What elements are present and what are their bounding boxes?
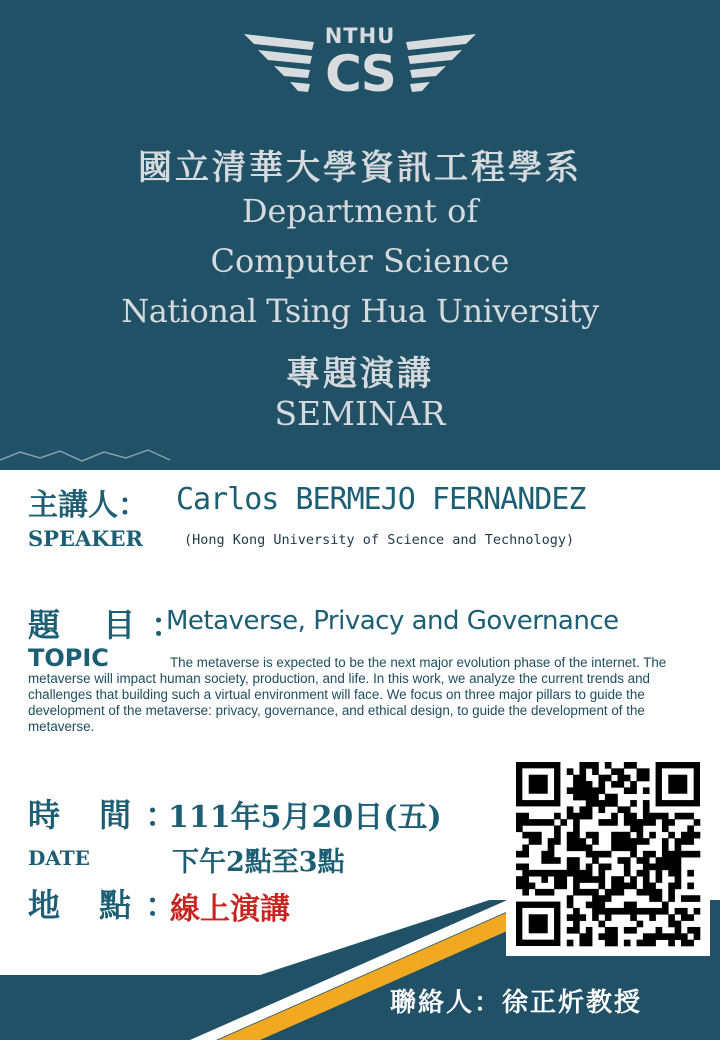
venue-label-zh: 地 點： — [28, 886, 192, 924]
seminar-title-en: SEMINAR — [274, 394, 446, 433]
date-label-en: DATE — [28, 846, 90, 870]
time-value: 下午2點至3點 — [172, 847, 345, 878]
topic-abstract: The metaverse is expected to be the next major evolution phase of the internet. The metaverse will impact human society, production, and life. In this work, we analyze the current trends and challenges that building such a virtual environment will face. We focus on three major pillars to guide the development of the metaverse: privacy, governance, and ethical design, to guide the development of the metaverse. — [28, 655, 667, 734]
department-title-zh: 國立清華大學資訊工程學系 — [138, 148, 582, 188]
speaker-affiliation: (Hong Kong University of Science and Technology) — [184, 532, 575, 548]
date-label-zh: 時 間： — [28, 796, 192, 834]
university-title-en: National Tsing Hua University — [121, 292, 599, 330]
department-title-en-line2: Computer Science — [210, 242, 510, 280]
logo-cs-text: CS — [325, 45, 395, 103]
topic-title: Metaverse, Privacy and Governance — [166, 606, 619, 636]
department-title-en-line1: Department of — [241, 192, 479, 230]
speaker-name: Carlos BERMEJO FERNANDEZ — [176, 482, 586, 517]
qr-code-icon[interactable] — [506, 752, 710, 956]
topic-label-zh: 題 目： — [28, 606, 200, 644]
speaker-label-zh: 主講人： — [28, 488, 148, 523]
speaker-label-en: SPEAKER — [28, 526, 143, 551]
venue-value: 線上演講 — [170, 892, 290, 927]
logo-nthu-text: NTHU — [324, 24, 396, 48]
torn-paper-edge — [0, 436, 720, 476]
seminar-title-zh: 專題演講 — [286, 354, 434, 394]
date-value: 111年5月20日(五) — [168, 800, 442, 835]
contact-person: 聯絡人：徐正炘教授 — [390, 988, 643, 1018]
topic-label-en: TOPIC — [28, 644, 109, 672]
